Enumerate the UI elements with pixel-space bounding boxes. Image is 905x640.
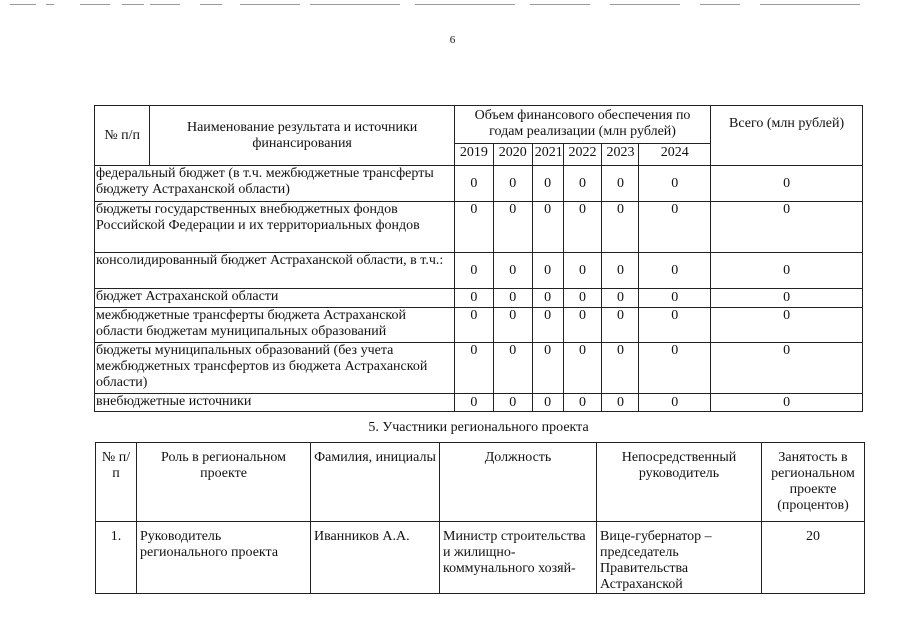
- value-total: 0: [711, 253, 863, 289]
- value-2019: 0: [454, 343, 493, 394]
- value-2024: 0: [639, 253, 711, 289]
- value-2023: 0: [602, 343, 639, 394]
- participant-name: Иванников А.А.: [311, 522, 440, 594]
- year-2022: 2022: [563, 144, 602, 166]
- value-2023: 0: [602, 289, 639, 308]
- value-2020: 0: [493, 289, 532, 308]
- participant-row: [96, 522, 865, 594]
- finance-row: [95, 343, 863, 394]
- value-2020: 0: [493, 253, 532, 289]
- value-2022: 0: [563, 308, 602, 343]
- value-2022: 0: [563, 289, 602, 308]
- value-2023: 0: [602, 394, 639, 412]
- value-2024: 0: [639, 166, 711, 202]
- finance-row: [95, 253, 863, 289]
- header-volume: Объем финансового обеспечения по годам реализации (млн рублей): [454, 106, 710, 144]
- value-2022: 0: [563, 166, 602, 202]
- value-2021: 0: [532, 253, 563, 289]
- value-2022: 0: [563, 394, 602, 412]
- header-num: № п/п: [95, 106, 150, 166]
- value-2021: 0: [532, 202, 563, 253]
- participants-header-row: [96, 443, 865, 522]
- participant-role: Руководитель регионального проекта: [137, 522, 311, 594]
- value-total: 0: [711, 343, 863, 394]
- value-2022: 0: [563, 253, 602, 289]
- source-name: бюджеты государственных внебюджетных фондов Российской Федерации и их территориальных фондов: [95, 202, 455, 253]
- header-name: Фамилия, инициалы: [311, 443, 440, 522]
- value-2023: 0: [602, 253, 639, 289]
- value-2020: 0: [493, 308, 532, 343]
- finance-row: [95, 289, 863, 308]
- source-name: федеральный бюджет (в т.ч. межбюджетные трансферты бюджету Астраханской области): [95, 166, 455, 202]
- participant-num: 1.: [96, 522, 137, 594]
- value-2020: 0: [493, 202, 532, 253]
- participant-supervisor: Вице-губернатор – председатель Правительства Астраханской: [597, 522, 762, 594]
- value-2024: 0: [639, 202, 711, 253]
- section-title: 5. Участники регионального проекта: [368, 420, 589, 435]
- participant-load: 20: [762, 522, 865, 594]
- value-2024: 0: [639, 289, 711, 308]
- source-name: бюджеты муниципальных образований (без учета межбюджетных трансфертов из бюджета Астраханской области): [95, 343, 455, 394]
- financing-table: [94, 105, 863, 412]
- year-2024: 2024: [639, 144, 711, 166]
- finance-row: [95, 166, 863, 202]
- source-name: внебюджетные источники: [95, 394, 455, 412]
- value-2021: 0: [532, 394, 563, 412]
- participants-table: [95, 442, 865, 594]
- value-2024: 0: [639, 394, 711, 412]
- value-total: 0: [711, 166, 863, 202]
- header-name: Наименование результата и источники финансирования: [150, 106, 455, 166]
- value-2021: 0: [532, 289, 563, 308]
- header-position: Должность: [440, 443, 597, 522]
- value-total: 0: [711, 308, 863, 343]
- value-2019: 0: [454, 308, 493, 343]
- value-2024: 0: [639, 308, 711, 343]
- year-2019: 2019: [454, 144, 493, 166]
- value-2019: 0: [454, 166, 493, 202]
- value-2021: 0: [532, 343, 563, 394]
- page-number: 6: [449, 34, 456, 46]
- value-2023: 0: [602, 166, 639, 202]
- participant-position: Министр строительства и жилищно-коммунального хозяй-: [440, 522, 597, 594]
- value-total: 0: [711, 202, 863, 253]
- year-2023: 2023: [602, 144, 639, 166]
- finance-row: [95, 308, 863, 343]
- value-2019: 0: [454, 253, 493, 289]
- year-2021: 2021: [532, 144, 563, 166]
- finance-row: [95, 202, 863, 253]
- header-num: № п/п: [96, 443, 137, 522]
- value-2020: 0: [493, 394, 532, 412]
- value-2023: 0: [602, 202, 639, 253]
- value-2022: 0: [563, 202, 602, 253]
- header-total: Всего (млн рублей): [711, 106, 863, 166]
- value-2020: 0: [493, 343, 532, 394]
- source-name: консолидированный бюджет Астраханской области, в т.ч.:: [95, 253, 455, 289]
- value-2019: 0: [454, 202, 493, 253]
- header-role: Роль в региональном проекте: [137, 443, 311, 522]
- value-2021: 0: [532, 166, 563, 202]
- finance-row: [95, 394, 863, 412]
- source-name: межбюджетные трансферты бюджета Астраханской области бюджетам муниципальных образований: [95, 308, 455, 343]
- year-2020: 2020: [493, 144, 532, 166]
- source-name: бюджет Астраханской области: [95, 289, 455, 308]
- value-2019: 0: [454, 394, 493, 412]
- value-2021: 0: [532, 308, 563, 343]
- value-2024: 0: [639, 343, 711, 394]
- value-2022: 0: [563, 343, 602, 394]
- value-2023: 0: [602, 308, 639, 343]
- header-load: Занятость в региональном проекте (процентов): [762, 443, 865, 522]
- value-2019: 0: [454, 289, 493, 308]
- value-2020: 0: [493, 166, 532, 202]
- value-total: 0: [711, 394, 863, 412]
- header-supervisor: Непосредственный руководитель: [597, 443, 762, 522]
- value-total: 0: [711, 289, 863, 308]
